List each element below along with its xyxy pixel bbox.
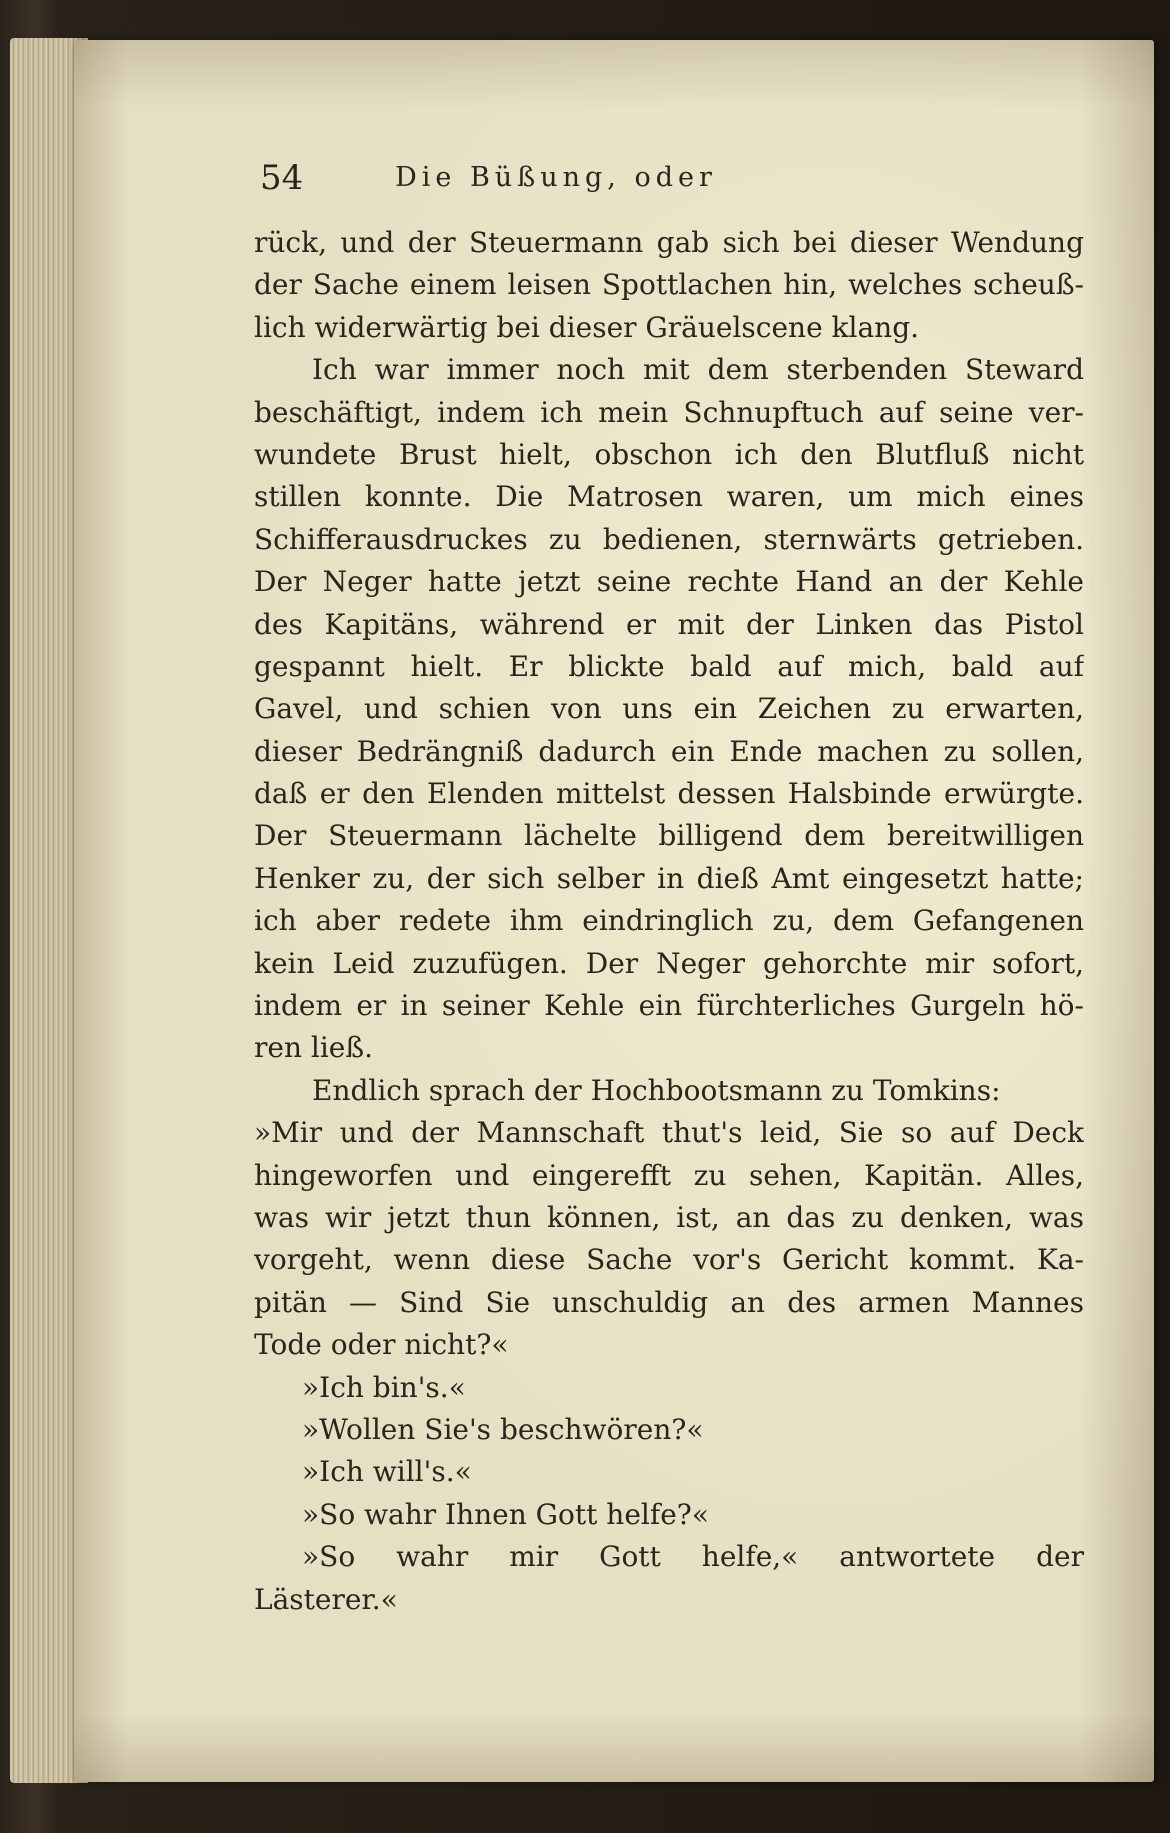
text-line: dieser Bedrängniß dadurch ein Ende machen zu sollen, — [254, 734, 1084, 768]
text-line: ich aber redete ihm eindringlich zu, dem Gefangenen — [254, 904, 1084, 938]
text-line: stillen konnte. Die Matrosen waren, um mich eines — [254, 480, 1084, 514]
text-line: »Mir und der Mannschaft thut's leid, Sie so auf Deck — [254, 1116, 1084, 1150]
running-title: Die Büßung, oder — [395, 162, 717, 193]
text-line: rück, und der Steuermann gab sich bei dieser Wendung — [254, 226, 1084, 259]
text-line: hingeworfen und eingerefft zu sehen, Kapitän. Alles, — [254, 1158, 1084, 1192]
text-line: daß er den Elenden mittelst dessen Halsbinde erwürgte. — [254, 777, 1084, 811]
text-line: Tode oder nicht?« — [254, 1328, 509, 1362]
text-line: gespannt hielt. Er blickte bald auf mich, bald auf — [254, 649, 1084, 683]
text-line: beschäftigt, indem ich mein Schnupftuch auf seine ver- — [254, 395, 1084, 429]
text-line: Der Steuermann lächelte billigend dem bereitwilligen — [254, 819, 1084, 853]
text-line: vorgeht, wenn diese Sache vor's Gericht kommt. Ka- — [254, 1243, 1084, 1277]
text-line: wundete Brust hielt, obschon ich den Blutfluß nicht — [254, 437, 1084, 471]
text-line: indem er in seiner Kehle ein fürchterliches Gurgeln hö- — [254, 989, 1084, 1023]
text-line: ren ließ. — [254, 1031, 373, 1065]
text-line: »So wahr mir Gott helfe,« antwortete der — [302, 1540, 1084, 1574]
text-line: Gavel, und schien von uns ein Zeichen zu erwarten, — [254, 692, 1084, 726]
text-line: Henker zu, der sich selber in dieß Amt eingesetzt hatte; — [254, 861, 1084, 895]
text-line: kein Leid zuzufügen. Der Neger gehorchte mir sofort, — [254, 946, 1084, 980]
text-line: des Kapitäns, während er mit der Linken das Pistol — [254, 607, 1084, 641]
text-line: »Ich will's.« — [302, 1455, 472, 1489]
text-line: der Sache einem leisen Spottlachen hin, welches scheuß- — [254, 268, 1084, 302]
text-line: Schifferausdruckes zu bedienen, sternwärts getrieben. — [254, 522, 1084, 556]
text-line: Der Neger hatte jetzt seine rechte Hand an der Kehle — [254, 565, 1084, 599]
text-line: »Wollen Sie's beschwören?« — [302, 1412, 704, 1446]
text-line: Ich war immer noch mit dem sterbenden Steward — [312, 353, 1084, 387]
body-text — [254, 222, 1084, 1621]
text-line: »Ich bin's.« — [302, 1370, 466, 1404]
text-line: pitän — Sind Sie unschuldig an des armen Mannes — [254, 1285, 1084, 1319]
text-line: was wir jetzt thun können, ist, an das zu denken, was — [254, 1200, 1084, 1234]
text-line: Endlich sprach der Hochbootsmann zu Tomkins: — [312, 1073, 1001, 1107]
text-line: »So wahr Ihnen Gott helfe?« — [302, 1497, 709, 1531]
text-line: lich widerwärtig bei dieser Gräuelscene klang. — [254, 310, 920, 344]
page-header — [186, 158, 1086, 208]
text-line: Lästerer.« — [254, 1582, 398, 1616]
page-number: 54 — [260, 158, 304, 198]
